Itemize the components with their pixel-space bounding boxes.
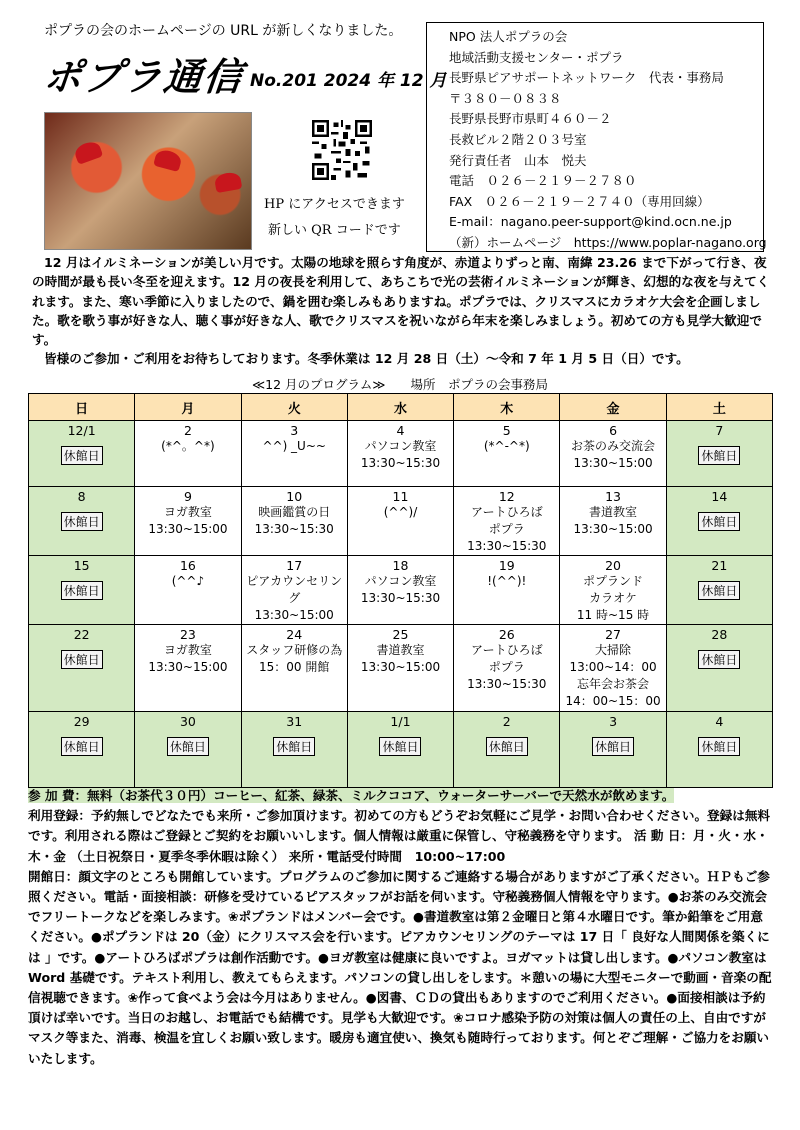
program-event: ポプラ xyxy=(488,660,525,674)
program-event: 13:30~15:00 xyxy=(573,522,653,536)
day-number: 2 xyxy=(183,423,192,438)
fee-highlight: 参 加 費：無料（お茶代３０円）コーヒー、紅茶、緑茶、ミルクココア、ウォーターサーバーで天然水が飲めます。 xyxy=(28,788,675,803)
calendar-day-cell xyxy=(135,625,241,712)
day-number: 9 xyxy=(183,489,192,504)
calendar-day-cell xyxy=(29,625,135,712)
info-address: 長野県長野市県町４６０－２ xyxy=(449,111,612,127)
closed-day-badge: 休館日 xyxy=(167,737,209,756)
qr-caption-line1: HP にアクセスできます xyxy=(264,197,405,212)
calendar-day-cell xyxy=(454,625,560,712)
program-event: (^^)/ xyxy=(383,505,418,519)
closed-day-badge: 休館日 xyxy=(698,512,740,531)
program-event: 13:30~15:30 xyxy=(467,677,547,691)
calendar-day-cell xyxy=(241,487,347,556)
program-event: !(^^)! xyxy=(487,574,527,588)
calendar-week-row xyxy=(29,556,773,625)
day-number: 16 xyxy=(179,558,196,573)
closed-day-badge: 休館日 xyxy=(61,512,103,531)
calendar-week-row xyxy=(29,487,773,556)
weekday-header: 金 xyxy=(560,394,666,421)
program-event: 13:30~15:30 xyxy=(360,456,441,470)
day-number: 12/1 xyxy=(67,423,96,438)
info-building: 長救ビル２階２０３号室 xyxy=(449,131,587,147)
program-event: 映画鑑賞の日 xyxy=(258,505,331,519)
day-number: 3 xyxy=(609,714,618,729)
organization-info-box xyxy=(426,22,767,252)
program-event: 13:30~15:30 xyxy=(467,539,547,553)
info-homepage[interactable]: （新）ホームページ https://www.poplar-nagano.org xyxy=(449,234,767,250)
closed-day-badge: 休館日 xyxy=(698,446,740,465)
program-event: カラオケ xyxy=(589,591,637,605)
day-number: 28 xyxy=(711,627,728,642)
calendar-day-cell xyxy=(666,625,772,712)
day-number: 2 xyxy=(502,714,511,729)
calendar-day-cell xyxy=(454,556,560,625)
closed-day-badge: 休館日 xyxy=(698,737,740,756)
weekday-header: 土 xyxy=(666,394,772,421)
newsletter-logo: ポプラ通信 xyxy=(41,55,246,99)
day-number: 23 xyxy=(179,627,196,642)
details-fee xyxy=(28,786,773,806)
program-event: スタッフ研修の為 xyxy=(246,643,343,657)
calendar-day-cell xyxy=(666,712,772,788)
program-event: 13:30~15:00 xyxy=(148,522,228,536)
calendar-day-cell xyxy=(666,487,772,556)
day-number: 1/1 xyxy=(390,714,411,729)
closed-day-badge: 休館日 xyxy=(61,581,103,600)
program-event: アートひろば xyxy=(470,643,543,657)
calendar-day-cell xyxy=(454,421,560,487)
day-number: 3 xyxy=(290,423,299,438)
intro-closing: 皆様のご参加・ご利用をお待ちしております。冬季休業は 12 月 28 日（土）～令和 7 年 1 月 5 日（日）です。 xyxy=(44,351,689,367)
program-event: (*^。^*) xyxy=(161,439,215,453)
closed-day-badge: 休館日 xyxy=(698,581,740,600)
closed-day-badge: 休館日 xyxy=(61,446,103,465)
closed-day-badge: 休館日 xyxy=(592,737,634,756)
day-number: 12 xyxy=(498,489,515,504)
program-event: 11 時~15 時 xyxy=(576,608,650,622)
program-event: パソコン教室 xyxy=(364,439,437,453)
calendar-day-cell xyxy=(29,487,135,556)
day-number: 5 xyxy=(502,423,511,438)
weekday-header: 水 xyxy=(347,394,453,421)
program-event: ^^) _U~~ xyxy=(262,439,326,453)
closed-day-badge: 休館日 xyxy=(61,650,103,669)
day-number: 11 xyxy=(392,489,409,504)
info-org-name: NPO 法人ポプラの会 xyxy=(449,29,568,44)
url-change-notice: ポプラの会のホームページの URL が新しくなりました。 xyxy=(44,23,403,39)
calendar-day-cell xyxy=(135,712,241,788)
calendar-week-row xyxy=(29,712,773,788)
program-event: 15：00 開館 xyxy=(259,660,330,674)
closed-day-badge: 休館日 xyxy=(273,737,315,756)
info-phone: 電話 ０２６－２１９－２７８０ xyxy=(449,173,637,189)
program-event: お茶のみ交流会 xyxy=(571,439,656,453)
calendar-day-cell xyxy=(347,712,453,788)
details-text xyxy=(28,786,773,1069)
december-calendar xyxy=(28,393,773,788)
day-number: 8 xyxy=(77,489,86,504)
closed-day-badge: 休館日 xyxy=(379,737,421,756)
calendar-day-cell xyxy=(560,712,666,788)
day-number: 4 xyxy=(396,423,405,438)
closed-day-badge: 休館日 xyxy=(486,737,528,756)
day-number: 4 xyxy=(715,714,724,729)
info-network: 長野県ピアサポートネットワーク 代表・事務局 xyxy=(449,70,724,86)
calendar-day-cell xyxy=(135,556,241,625)
calendar-day-cell xyxy=(560,625,666,712)
day-number: 18 xyxy=(392,558,409,573)
calendar-day-cell xyxy=(29,712,135,788)
calendar-week-row xyxy=(29,625,773,712)
closed-day-badge: 休館日 xyxy=(61,737,103,756)
day-number: 27 xyxy=(605,627,621,642)
day-number: 22 xyxy=(73,627,90,642)
calendar-day-cell xyxy=(347,487,453,556)
program-title: ≪12 月のプログラム≫ 場所 ポプラの会事務局 xyxy=(252,377,548,392)
day-number: 31 xyxy=(286,714,303,729)
weekday-header: 日 xyxy=(29,394,135,421)
program-event: 13:30~15:00 xyxy=(254,608,334,622)
program-event: 13:30~15:00 xyxy=(573,456,653,470)
program-event: アートひろば xyxy=(470,505,543,519)
closed-day-badge: 休館日 xyxy=(698,650,740,669)
calendar-day-cell xyxy=(347,556,453,625)
calendar-day-cell xyxy=(241,556,347,625)
program-event: 14：00~15：00 xyxy=(565,694,661,708)
calendar-day-cell xyxy=(135,421,241,487)
weekday-header: 火 xyxy=(241,394,347,421)
day-number: 29 xyxy=(73,714,90,729)
intro-paragraph: 12 月はイルミネーションが美しい月です。太陽の地球を照らす角度が、赤道よりずっと南、南緯 23.26 まで下がって行き、夜の時間が最も長い冬至を迎えます。12 月の夜長を利用して、あちこちで光の芸術イルミネーションが輝き、幻想的な夜を与えてくれます。また、寒い季節に入りましたので、鍋を囲む楽しみもありますね。ポプラでは、クリスマスにカラオケ大会を企画しました。歌を歌う事が好きな人、聴く事が好きな人、歌でクリスマスを祝いながら年末を楽しみましょう。初めての方も見学大歓迎です。 xyxy=(32,255,770,348)
day-number: 19 xyxy=(498,558,515,573)
calendar-day-cell xyxy=(454,487,560,556)
day-number: 24 xyxy=(286,627,303,642)
intro-text xyxy=(32,253,772,369)
day-number: 10 xyxy=(286,489,303,504)
calendar-week-row xyxy=(29,421,773,487)
info-postal-code: 〒３８０－０８３８ xyxy=(449,90,562,106)
program-event: 13:00~14：00 xyxy=(569,660,657,674)
christmas-birds-photo xyxy=(44,112,252,250)
day-number: 21 xyxy=(711,558,728,573)
qr-caption-line2: 新しい QR コードです xyxy=(268,223,401,238)
program-event: ピアカウンセリング xyxy=(246,574,343,605)
program-event: 13:30~15:30 xyxy=(254,522,334,536)
program-event: 大掃除 xyxy=(595,643,632,657)
day-number: 25 xyxy=(392,627,409,642)
day-number: 6 xyxy=(609,423,618,438)
program-event: (^^♪ xyxy=(171,574,205,588)
calendar-day-cell xyxy=(560,421,666,487)
program-event: ポプランド xyxy=(583,574,644,588)
program-event: ポプラ xyxy=(488,522,525,536)
weekday-header: 木 xyxy=(454,394,560,421)
issue-number: No.201 2024 年 12 月 xyxy=(250,71,447,91)
info-email[interactable]: E-mail：nagano.peer-support@kind.ocn.ne.jp xyxy=(449,214,732,230)
day-number: 26 xyxy=(498,627,515,642)
calendar-day-cell xyxy=(241,625,347,712)
info-fax: FAX ０２６－２１９－２７４０（専用回線） xyxy=(449,193,710,209)
program-event: (*^-^*) xyxy=(483,439,530,453)
program-event: ヨガ教室 xyxy=(163,643,212,657)
calendar-day-cell xyxy=(29,556,135,625)
day-number: 20 xyxy=(605,558,621,573)
day-number: 7 xyxy=(715,423,724,438)
program-event: パソコン教室 xyxy=(364,574,437,588)
calendar-day-cell xyxy=(241,421,347,487)
calendar-day-cell xyxy=(560,556,666,625)
day-number: 13 xyxy=(605,489,621,504)
calendar-day-cell xyxy=(560,487,666,556)
program-event: 書道教室 xyxy=(589,505,638,519)
program-event: 13:30~15:00 xyxy=(148,660,228,674)
details-notes: 開館日：顔文字のところも開館しています。プログラムのご参加に関するご連絡する場合がありますがご了承ください。ＨＰもご参照ください。電話・面接相談：研修を受けているピアスタッフがお話を伺います。守秘義務個人情報を守ります。●お茶のみ交流会でフリートークなどを楽しみます。❀ポプランドはメンバー会です。●書道教室は第２金曜日と第４水曜日です。筆か鉛筆をご用意ください。●ポプランドは 20（金）にクリスマス会を行います。ピアカウンセリングのテーマは 17 日「 良好な人間関係を築くには 」です。●アートひろばポプラは創作活動です。●ヨガ教室は健康に良いですよ。ヨガマットは貸し出します。●パソコン教室は Word 基礎です。テキスト利用し、教えてもらえます。パソコンの貸し出しをします。＊憩いの場に大型モニターで動画・音楽の配信視聴できます。❀作って食べよう会は今月はありません。●図書、ＣＤの貸出もありますのでご利用ください。●面接相談は予約頂けば幸いです。当日のお越し、お電話でも結構です。見学も大歓迎です。❀コロナ感染予防の対策は個人の責任の上、自由ですがマスク等また、消毒、検温を宜しくお願い致します。暖房も適宜使い、換気も随時行っております。何とぞご理解・ご協力をお願いいたします。 xyxy=(28,868,772,1066)
program-event: 13:30~15:00 xyxy=(360,660,441,674)
day-number: 17 xyxy=(286,558,303,573)
day-number: 30 xyxy=(179,714,196,729)
weekday-header: 月 xyxy=(135,394,241,421)
program-event: 書道教室 xyxy=(376,643,425,657)
day-number: 15 xyxy=(73,558,90,573)
program-event: 13:30~15:30 xyxy=(360,591,441,605)
calendar-day-cell xyxy=(347,625,453,712)
program-event: 忘年会お茶会 xyxy=(577,677,650,691)
calendar-day-cell xyxy=(29,421,135,487)
calendar-day-cell xyxy=(454,712,560,788)
calendar-day-cell xyxy=(241,712,347,788)
info-center-name: 地域活動支援センター・ポプラ xyxy=(449,49,624,65)
details-registration: 利用登録：予約無しでどなたでも来所・ご参加頂けます。初めての方もどうぞお気軽にご見学・お問い合わせください。登録は無料です。利用される際はご登録とご契約をお願いいします。個人情報は厳重に保管し、守秘義務を守ります。 活 動 日：月・火・水・木・金 （土日祝祭日・夏季冬季休暇は除く） 来所・電話受付時間 10:00~17:00 xyxy=(28,808,771,864)
program-event: ヨガ教室 xyxy=(163,505,212,519)
calendar-day-cell xyxy=(347,421,453,487)
info-publisher: 発行責任者 山本 悦夫 xyxy=(449,152,587,168)
calendar-day-cell xyxy=(666,421,772,487)
day-number: 14 xyxy=(711,489,728,504)
calendar-day-cell xyxy=(135,487,241,556)
calendar-day-cell xyxy=(666,556,772,625)
qr-code-icon[interactable] xyxy=(312,120,372,180)
